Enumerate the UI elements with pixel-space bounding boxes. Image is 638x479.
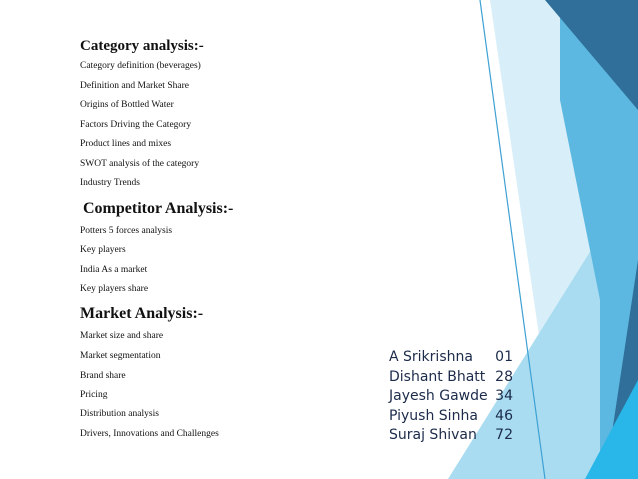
team-member xyxy=(389,426,513,446)
team-member xyxy=(389,387,513,407)
category-item: Product lines and mixes xyxy=(80,139,172,149)
competitor-item: India As a market xyxy=(80,265,148,275)
market-item: Brand share xyxy=(80,371,126,381)
team-members-list xyxy=(389,348,513,446)
competitor-item: Potters 5 forces analysis xyxy=(80,226,173,236)
member-name: Piyush Sinha xyxy=(389,407,478,424)
category-item: Industry Trends xyxy=(80,178,140,188)
member-number: 72 xyxy=(495,427,513,443)
market-item: Distribution analysis xyxy=(80,409,159,419)
category-item: Category definition (beverages) xyxy=(80,61,201,71)
category-item: Origins of Bottled Water xyxy=(80,100,174,110)
market-item: Market size and share xyxy=(80,331,164,341)
member-name: Suraj Shivan xyxy=(389,427,477,443)
member-name: Dishant Bhatt xyxy=(389,368,486,385)
category-analysis-heading: Category analysis:- xyxy=(80,38,204,54)
category-item: SWOT analysis of the category xyxy=(80,159,200,169)
category-item: Definition and Market Share xyxy=(80,81,189,91)
team-member xyxy=(389,407,513,427)
member-number: 28 xyxy=(495,368,513,385)
category-item: Factors Driving the Category xyxy=(80,120,192,130)
market-analysis-heading: Market Analysis:- xyxy=(80,305,204,322)
competitor-item: Key players share xyxy=(80,284,149,294)
market-item: Market segmentation xyxy=(80,351,161,361)
member-name: A Srikrishna xyxy=(389,349,473,365)
member-number: 34 xyxy=(495,388,513,404)
competitor-item: Key players xyxy=(80,245,126,255)
team-member xyxy=(389,368,513,388)
member-name: Jayesh Gawde xyxy=(389,388,488,404)
team-member xyxy=(389,348,513,368)
market-item: Pricing xyxy=(80,390,108,400)
member-number: 46 xyxy=(495,407,513,424)
competitor-analysis-heading: Competitor Analysis:- xyxy=(83,200,234,217)
member-number: 01 xyxy=(495,349,513,365)
market-item: Drivers, Innovations and Challenges xyxy=(80,429,219,439)
